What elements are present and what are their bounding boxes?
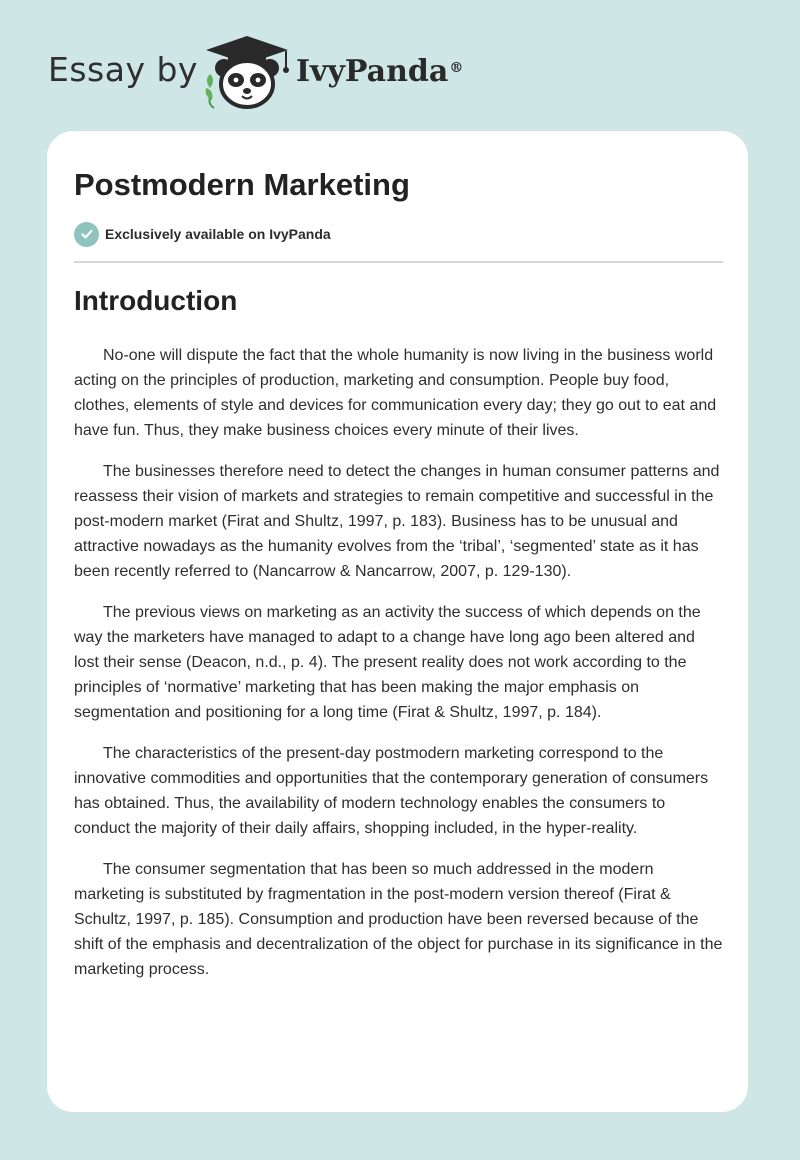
brand-name: IvyPanda® [296, 54, 464, 89]
check-circle-icon [74, 222, 99, 247]
paragraph: The previous views on marketing as an activity the success of which depends on the way the marketers have managed to adapt to a change have long ago been altered and lost their sense (Deacon, n.d., p. 4). The present reality does not work according to the principles of ‘normative’ marketing that has been making the major emphasis on segmentation and positioning for a long time (Firat & Shultz, 1997, p. 184). [74, 604, 701, 721]
paragraph: No-one will dispute the fact that the whole humanity is now living in the business world acting on the principles of production, marketing and consumption. People buy food, clothes, elements of style and devices for communication every day; they go out to eat and have fun. Thus, they make business choices every minute of their lives. [74, 347, 717, 439]
essay-card [47, 131, 748, 1112]
exclusive-notice [74, 221, 331, 247]
panda-graduate-logo-icon [202, 34, 292, 110]
site-brand[interactable] [48, 34, 468, 114]
divider [74, 261, 723, 263]
paragraph: The characteristics of the present-day postmodern marketing correspond to the innovative commodities and opportunities that the contemporary generation of consumers has obtained. Thus, the availability of modern technology enables the consumers to conduct the majority of their daily affairs, shopping included, in the hyper-reality. [74, 745, 709, 837]
brand-prefix: Essay by [48, 50, 198, 89]
paragraph: The consumer segmentation that has been so much addressed in the modern marketing is substituted by fragmentation in the post-modern version thereof (Firat & Schultz, 1997, p. 185). Consumption and production have been reversed because of the shift of the emphasis and decentralization of the object for purchase in its significance in the marketing process. [74, 861, 723, 978]
article-body [74, 343, 724, 998]
section-heading: Introduction [74, 285, 238, 316]
paragraph: The businesses therefore need to detect the changes in human consumer patterns and reassess their vision of markets and strategies to remain competitive and successful in the post-modern market (Firat and Shultz, 1997, p. 183). Business has to be unusual and attractive nowadays as the humanity evolves from the ‘tribal’, ‘segmented’ state as it has been recently referred to (Nancarrow & Nancarrow, 2007, p. 129-130). [74, 463, 720, 580]
exclusive-label: Exclusively available on IvyPanda [105, 226, 331, 242]
page-title: Postmodern Marketing [74, 167, 410, 202]
